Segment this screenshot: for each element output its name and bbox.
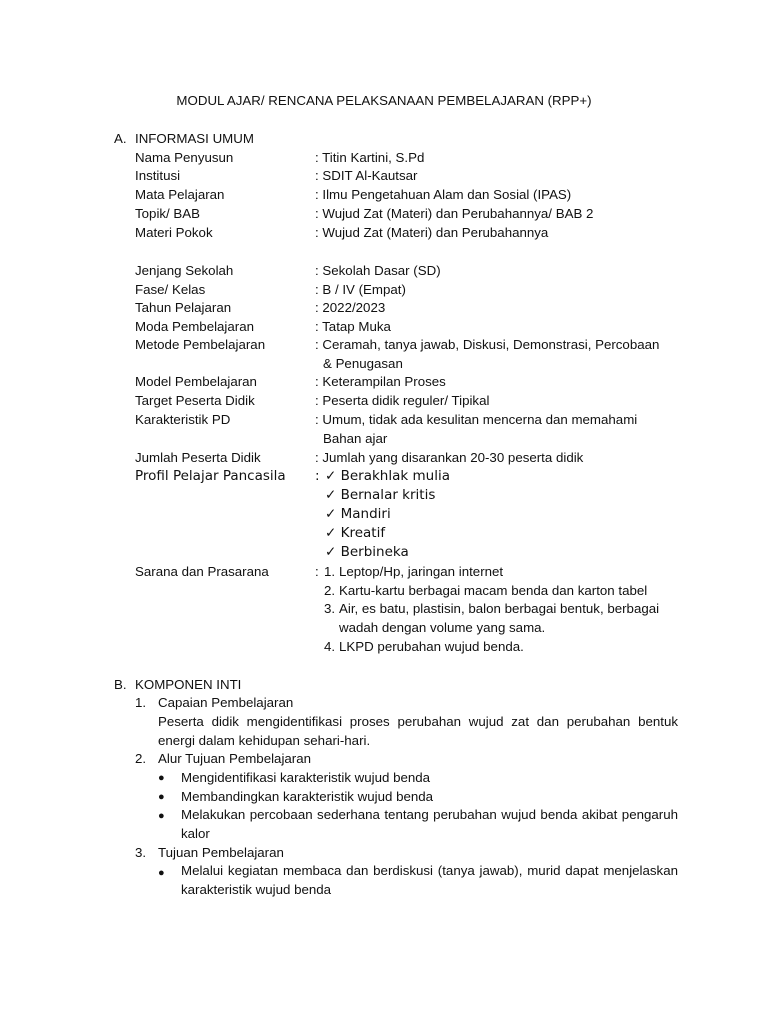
bullet-icon: ● [158,791,165,803]
profil-item: ✓ Berbineka [325,544,409,560]
row-value-continuation: & Penugasan [323,356,403,371]
section-b-heading: KOMPONEN INTI [135,677,242,692]
row-label: Mata Pelajaran [135,187,225,202]
row-value: : Wujud Zat (Materi) dan Perubahannya/ BAB 2 [315,206,594,221]
row-label: Nama Penyusun [135,150,234,165]
sarana-item-number: 3. [324,601,336,616]
row-value: : B / IV (Empat) [315,282,406,297]
row-value: : 2022/2023 [315,300,386,315]
row-value: : SDIT Al-Kautsar [315,168,418,183]
row-label: Tahun Pelajaran [135,300,232,315]
bullet-icon: ● [158,772,165,784]
row-value: : Titin Kartini, S.Pd [315,150,425,165]
section-a-heading: INFORMASI UMUM [135,131,254,146]
row-value: : Jumlah yang disarankan 20-30 peserta didik [315,450,584,465]
row-label: Jenjang Sekolah [135,263,234,278]
sarana-item-continuation: wadah dengan volume yang sama. [339,620,546,635]
row-label: Moda Pembelajaran [135,319,255,334]
row-value: : Sekolah Dasar (SD) [315,263,441,278]
list-number: 1. [135,695,147,710]
sarana-item-number: 1. [324,564,336,579]
row-value: : Keterampilan Proses [315,374,446,389]
row-label: Topik/ BAB [135,206,201,221]
page-title: MODUL AJAR/ RENCANA PELAKSANAAN PEMBELAJARAN (RPP+) [176,93,592,108]
row-label: Jumlah Peserta Didik [135,450,261,465]
row-value: : Umum, tidak ada kesulitan mencerna dan memahami [315,412,638,427]
list-item: Membandingkan karakteristik wujud benda [181,789,434,804]
profil-item: ✓ Mandiri [325,506,391,522]
profil-item: ✓ Kreatif [325,525,386,541]
row-label: Metode Pembelajaran [135,337,266,352]
section-a-letter: A. [114,131,127,146]
sarana-item: Leptop/Hp, jaringan internet [339,564,504,579]
list-number: 3. [135,845,147,860]
sarana-item: Kartu-kartu berbagai macam benda dan karton tabel [339,583,648,598]
row-value: : Wujud Zat (Materi) dan Perubahannya [315,225,549,240]
profil-item: ✓ Bernalar kritis [325,487,436,503]
section-b-letter: B. [114,677,127,692]
row-value: : Tatap Muka [315,319,391,334]
row-value: : Ilmu Pengetahuan Alam dan Sosial (IPAS) [315,187,572,202]
sarana-item: Air, es batu, plastisin, balon berbagai bentuk, berbagai [339,601,660,616]
bullet-icon: ● [158,810,165,822]
row-label: Karakteristik PD [135,412,231,427]
row-label: Materi Pokok [135,225,213,240]
row-value: : Peserta didik reguler/ Tipikal [315,393,490,408]
row-label: Target Peserta Didik [135,393,255,408]
row-label: Fase/ Kelas [135,282,206,297]
list-item: Mengidentifikasi karakteristik wujud benda [181,770,431,785]
profil-item: ✓ Berakhlak mulia [325,468,450,484]
bullet-icon: ● [158,867,165,879]
profil-label: Profil Pelajar Pancasila [135,468,286,484]
list-item: Melakukan percobaan sederhana tentang perubahan wujud benda akibat pengaruh kalor [181,807,678,841]
sarana-item-number: 4. [324,639,336,654]
subsection-heading: Alur Tujuan Pembelajaran [158,751,312,766]
row-label: Model Pembelajaran [135,374,257,389]
sarana-item: LKPD perubahan wujud benda. [339,639,524,654]
row-value: : Ceramah, tanya jawab, Diskusi, Demonstrasi, Percobaan [315,337,660,352]
subsection-heading: Tujuan Pembelajaran [158,845,284,860]
sarana-colon: : [315,564,319,579]
sarana-item-number: 2. [324,583,336,598]
row-label: Institusi [135,168,181,183]
list-number: 2. [135,751,147,766]
profil-colon: : [315,468,320,484]
sarana-label: Sarana dan Prasarana [135,564,269,579]
capaian-paragraph: Peserta didik mengidentifikasi proses perubahan wujud zat dan perubahan bentuk energi dalam kehidupan sehari-hari. [158,714,678,748]
row-value-continuation: Bahan ajar [323,431,388,446]
subsection-heading: Capaian Pembelajaran [158,695,294,710]
list-item: Melalui kegiatan membaca dan berdiskusi (tanya jawab), murid dapat menjelaskan karakteristik wujud benda [181,863,678,897]
